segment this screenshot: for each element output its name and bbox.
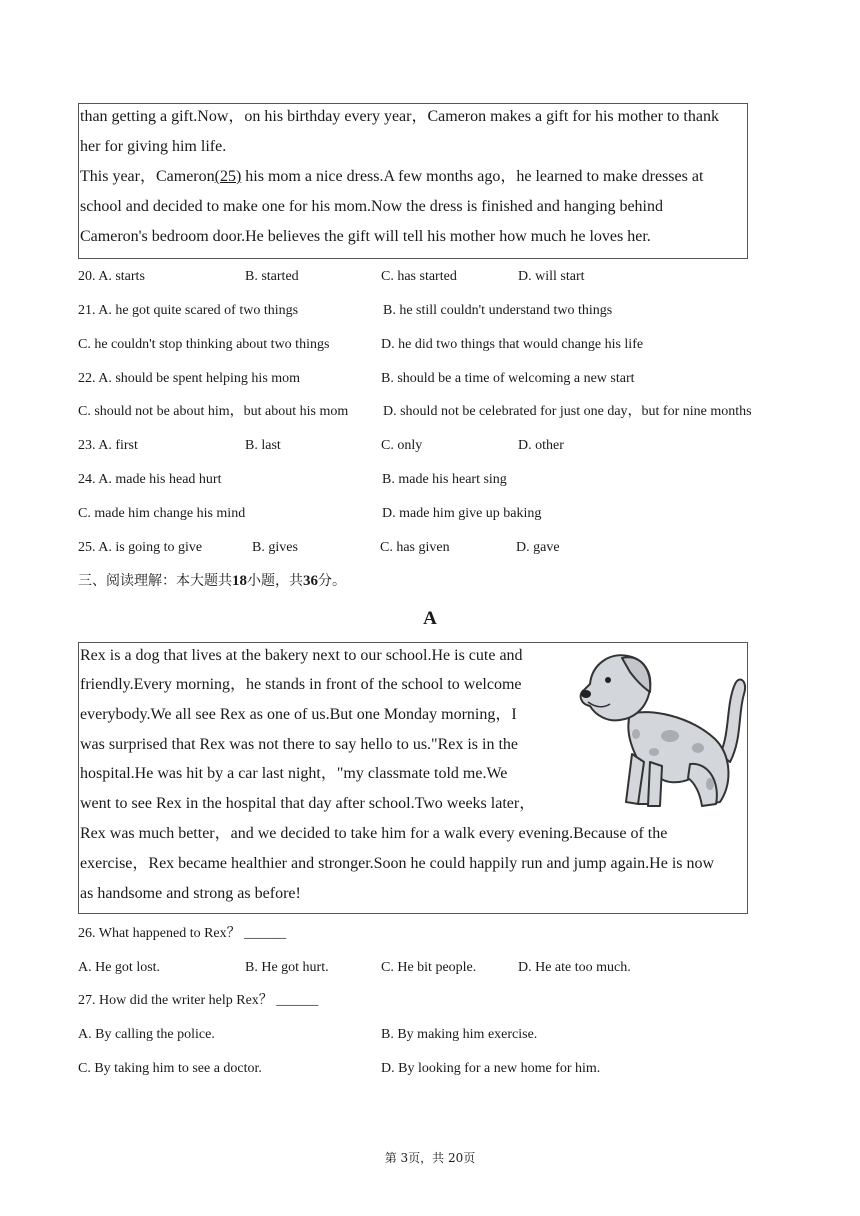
option-22a: 22. A. should be spent helping his mom — [78, 371, 301, 386]
passage-a-line: exercise，Rex became healthier and stronger.Soon he could happily run and jump again.He is now — [80, 855, 715, 872]
option-23d: D. other — [518, 438, 564, 453]
option-27b: B. By making him exercise. — [381, 1027, 538, 1042]
option-24a: 24. A. made his head hurt — [78, 472, 222, 487]
option-24c: C. made him change his mind — [78, 506, 246, 521]
option-20d: D. will start — [518, 269, 585, 284]
passage-a-line: Rex is a dog that lives at the bakery next to our school.He is cute and — [80, 647, 523, 664]
passage-line: her for giving him life. — [80, 138, 227, 155]
option-23b: B. last — [245, 438, 281, 453]
section-suffix: 分。 — [318, 573, 346, 589]
passage-a-line: everybody.We all see Rex as one of us.But one Monday morning，I — [80, 706, 517, 723]
passage-a-line: hospital.He was hit by a car last night，"my classmate told me.We — [80, 765, 508, 782]
passage-line: Cameron's bedroom door.He believes the gift will tell his mother how much he loves her. — [80, 228, 651, 245]
option-25a: 25. A. is going to give — [78, 540, 203, 555]
option-20a: 20. A. starts — [78, 269, 145, 284]
section-middle: 小题，共 — [247, 573, 303, 589]
passage-a-line: Rex was much better，and we decided to take him for a walk every evening.Because of the — [80, 825, 668, 842]
passage-heading: A — [423, 608, 437, 629]
section-score: 36 — [303, 573, 318, 589]
question-27-stem: 27. How did the writer help Rex？ ______ — [78, 993, 319, 1008]
option-25d: D. gave — [516, 540, 560, 555]
section-prefix: 三、阅读理解：本大题共 — [78, 573, 232, 589]
option-22c: C. should not be about him，but about his mom — [78, 404, 349, 419]
option-25c: C. has given — [380, 540, 450, 555]
passage-line: school and decided to make one for his mom.Now the dress is finished and hanging behind — [80, 198, 663, 215]
option-23a: 23. A. first — [78, 438, 138, 453]
passage-line: than getting a gift.Now，on his birthday every year，Cameron makes a gift for his mother to thank — [80, 108, 719, 125]
option-20c: C. has started — [381, 269, 457, 284]
option-26c: C. He bit people. — [381, 960, 477, 975]
option-27c: C. By taking him to see a doctor. — [78, 1061, 262, 1076]
option-26d: D. He ate too much. — [518, 960, 631, 975]
passage-a-line: was surprised that Rex was not there to say hello to us."Rex is in the — [80, 736, 519, 753]
passage-a-line: went to see Rex in the hospital that day after school.Two weeks later， — [80, 795, 536, 812]
passage-line — [80, 162, 703, 192]
question-26-stem: 26. What happened to Rex？ ______ — [78, 926, 287, 941]
option-20b: B. started — [245, 269, 299, 284]
page-footer: 第 3页，共 20页 — [384, 1151, 476, 1165]
option-21a: 21. A. he got quite scared of two things — [78, 303, 299, 318]
option-27d: D. By looking for a new home for him. — [381, 1061, 601, 1076]
dog-illustration — [570, 644, 750, 816]
option-26a: A. He got lost. — [78, 960, 161, 975]
option-21c: C. he couldn't stop thinking about two things — [78, 337, 330, 352]
option-23c: C. only — [381, 438, 423, 453]
passage-text: his mom a nice dress.A few months ago，he learned to make dresses at — [241, 168, 704, 185]
option-27a: A. By calling the police. — [78, 1027, 215, 1042]
passage-a-line: as handsome and strong as before! — [80, 885, 301, 902]
section-heading — [78, 570, 346, 590]
blank-25: (25) — [214, 168, 242, 185]
option-21d: D. he did two things that would change his life — [381, 337, 644, 352]
option-26b: B. He got hurt. — [245, 960, 329, 975]
option-21b: B. he still couldn't understand two things — [383, 303, 613, 318]
section-count: 18 — [232, 573, 247, 589]
passage-a-line: friendly.Every morning，he stands in front of the school to welcome — [80, 676, 522, 693]
option-22d: D. should not be celebrated for just one day，but for nine months — [383, 404, 752, 419]
option-24b: B. made his heart sing — [382, 472, 507, 487]
option-22b: B. should be a time of welcoming a new start — [381, 371, 635, 386]
option-25b: B. gives — [252, 540, 298, 555]
option-24d: D. made him give up baking — [382, 506, 542, 521]
passage-text: This year，Cameron — [80, 168, 215, 185]
